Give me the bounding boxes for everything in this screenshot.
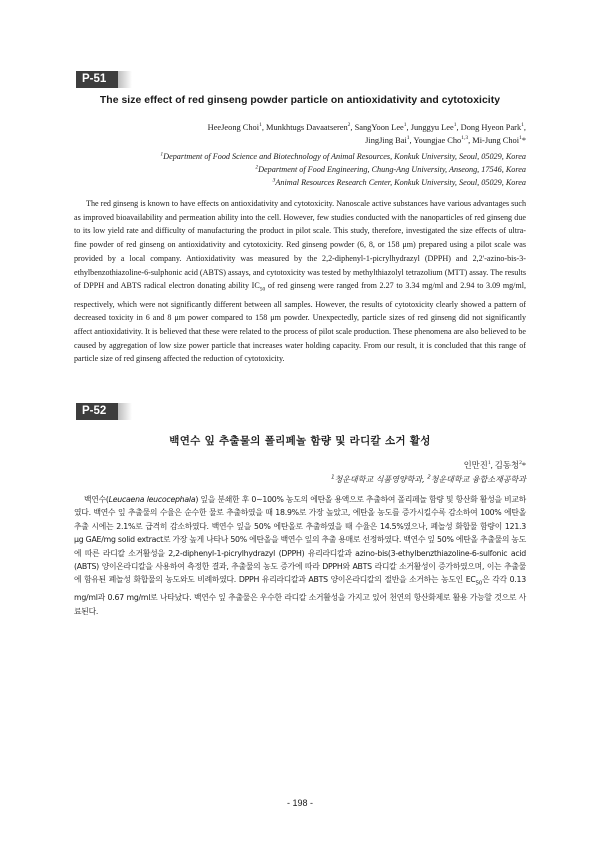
author-name: HeeJeong Choi	[207, 123, 260, 132]
p52-abstract: 백연수(Leucaena leucocephala) 잎을 분쇄한 후 0~100% 농도의 에탄올 용액으로 추출하여 폴리페놀 함량 및 항산화 활성을 비교하였다. 백연수 잎 추출물의 수율은 순수한 물로 추출하였을 때 18.9%로 가장 높았고, 에탄올 농도를 증가시킬수록 감소하여 100% 에탄올 추출 시에는 2.1%로 급격히 감소하였다. 백연수 잎을 50% 에탄올로 추출하였을 때 수율은 14.5%였으나, 폐놀성 화합물 함량이 121.3 μg GAE/mg solid extract로 가장 높게 나타나 50% 에탄올을 백연수 잎의 추출 용매로 선정하였다. 백연수 잎 50% 에탄올 추출물의 농도에 따른 라디칼 소거활성을 2,2-diphenyl-1-picrylhydrazyl (DPPH) 유리라디칼과 azino-bis(3-ethylbenzthiazoline-6-sulfonic acid (ABTS) 양이온라디칼을 사용하여 측정한 결과, 추출물의 농도 증가에 따라 DPPH와 ABTS 라디칼 소거활성이 증가하였으며, 이는 추출물에 함유된 폐놀성 화합물의 농도와도 비례하였다. DPPH 유리라디칼과 ABTS 양이온라디칼의 절반을 소거하는 농도인 $EC_{50}$은 각각 0.13 mg/ml과 0.67 mg/ml로 나타났다. 백연수 잎 추출물은 우수한 라디칼 소거활성을 가지고 있어 천연의 항산화제로 활용 가능할 것으로 사료된다.	[74, 495, 526, 616]
p52-tag-shadow	[118, 403, 132, 420]
p51-affiliation-1: $^1$Department of Food Science and Biotechnology of Animal Resources, Konkuk University, Seoul, 05029, Korea	[160, 151, 526, 161]
p51-authors-line1: HeeJeong Choi$^1$, Munkhtugs Davaatseren$^2$, SangYoon Lee$^1$, Junggyu Lee$^1$, Dong Hyeon Park$^1$,	[207, 122, 526, 132]
author-name: Mi-Jung Choi	[472, 136, 520, 145]
p52-title: 백연수 잎 추출물의 폴리페놀 함량 및 라디칼 소거 활성	[169, 435, 431, 447]
p51-tag: P-51	[76, 71, 118, 88]
p51-tag-shadow	[118, 71, 132, 88]
p51-affiliation-3: $^3$Animal Resources Research Center, Konkuk University, Seoul, 05029, Korea	[272, 177, 526, 187]
p52-affiliations: $^1$청운대학교 식품영양학과, $^2$청운대학교 융합소재공학과	[331, 474, 526, 484]
author-name: Youngjae Cho	[413, 136, 462, 145]
p51-abstract: The red ginseng is known to have effects on antioxidativity and cytotoxicity. Nanoscale active substances have various advantages such as improved bioavailability and permeation ability into the cell. However, few studies conducted with the nanoparticles of red ginseng due to its low yield rate and difficulty of manufacturing the product in pilot scale. This study, therefore, investigated the size effects of ultra-fine powder of red ginseng on antioxidativity and cytotoxicity. Red ginseng powder (6, 8, or 158 μm) prepared using a pilot scale was provided by a local company. Antioxidativity was measured by the 2,2-diphenyl-1-picrylhydrazyl (DPPH) and 2,2'-azino-bis-3-ethylbenzothiazoline-6-sulphonic acid (ABTS) assays, and cytotoxicity was tested by methylthiazolyl tetrazolium (MTT) assay. The results of DPPH and ABTS radical electron donating ability $IC_{50}$ of red ginseng were ranged from 2.27 to 3.34 mg/ml and 2.94 to 3.09 mg/ml, respectively, which were not significantly different between all samples. However, the results of cytotoxicity clearly showed a pattern of decreased toxicity in 6 and 8 μm power compared to 158 μm powder. Unexpectedly, particle sizes of red ginseng did not significantly affect antioxidativity. It is believed that these were related to the process of pilot scale production. These phenomena are also believed to be caused by aggregation of low size power particle that increases water holding capacity. From our result, it is concluded that this range of particle size of red ginseng affected the reduction of cytotoxicity.	[74, 199, 526, 364]
p52-authors: 인만진$^1$, 김동청$^2$*	[463, 460, 526, 470]
author-name: Dong Hyeon Park	[460, 123, 522, 132]
author-name: Munkhtugs Davaatseren	[266, 123, 348, 132]
author-name: SangYoon Lee	[354, 123, 404, 132]
author-name: JingJing Bai	[365, 136, 407, 145]
author-name: Junggyu Lee	[410, 123, 454, 132]
p51-title: The size effect of red ginseng powder particle on antioxidativity and cytotoxicity	[99, 95, 501, 106]
p51-authors-line2: JingJing Bai$^1$, Youngjae Cho$^{1,3}$, Mi-Jung Choi$^1$*	[365, 135, 526, 145]
page-number: - 198 -	[286, 798, 313, 808]
p51-affiliation-2: $^2$Department of Food Engineering, Chung-Ang University, Anseong, 17546, Korea	[255, 164, 526, 174]
p52-tag: P-52	[76, 403, 118, 420]
